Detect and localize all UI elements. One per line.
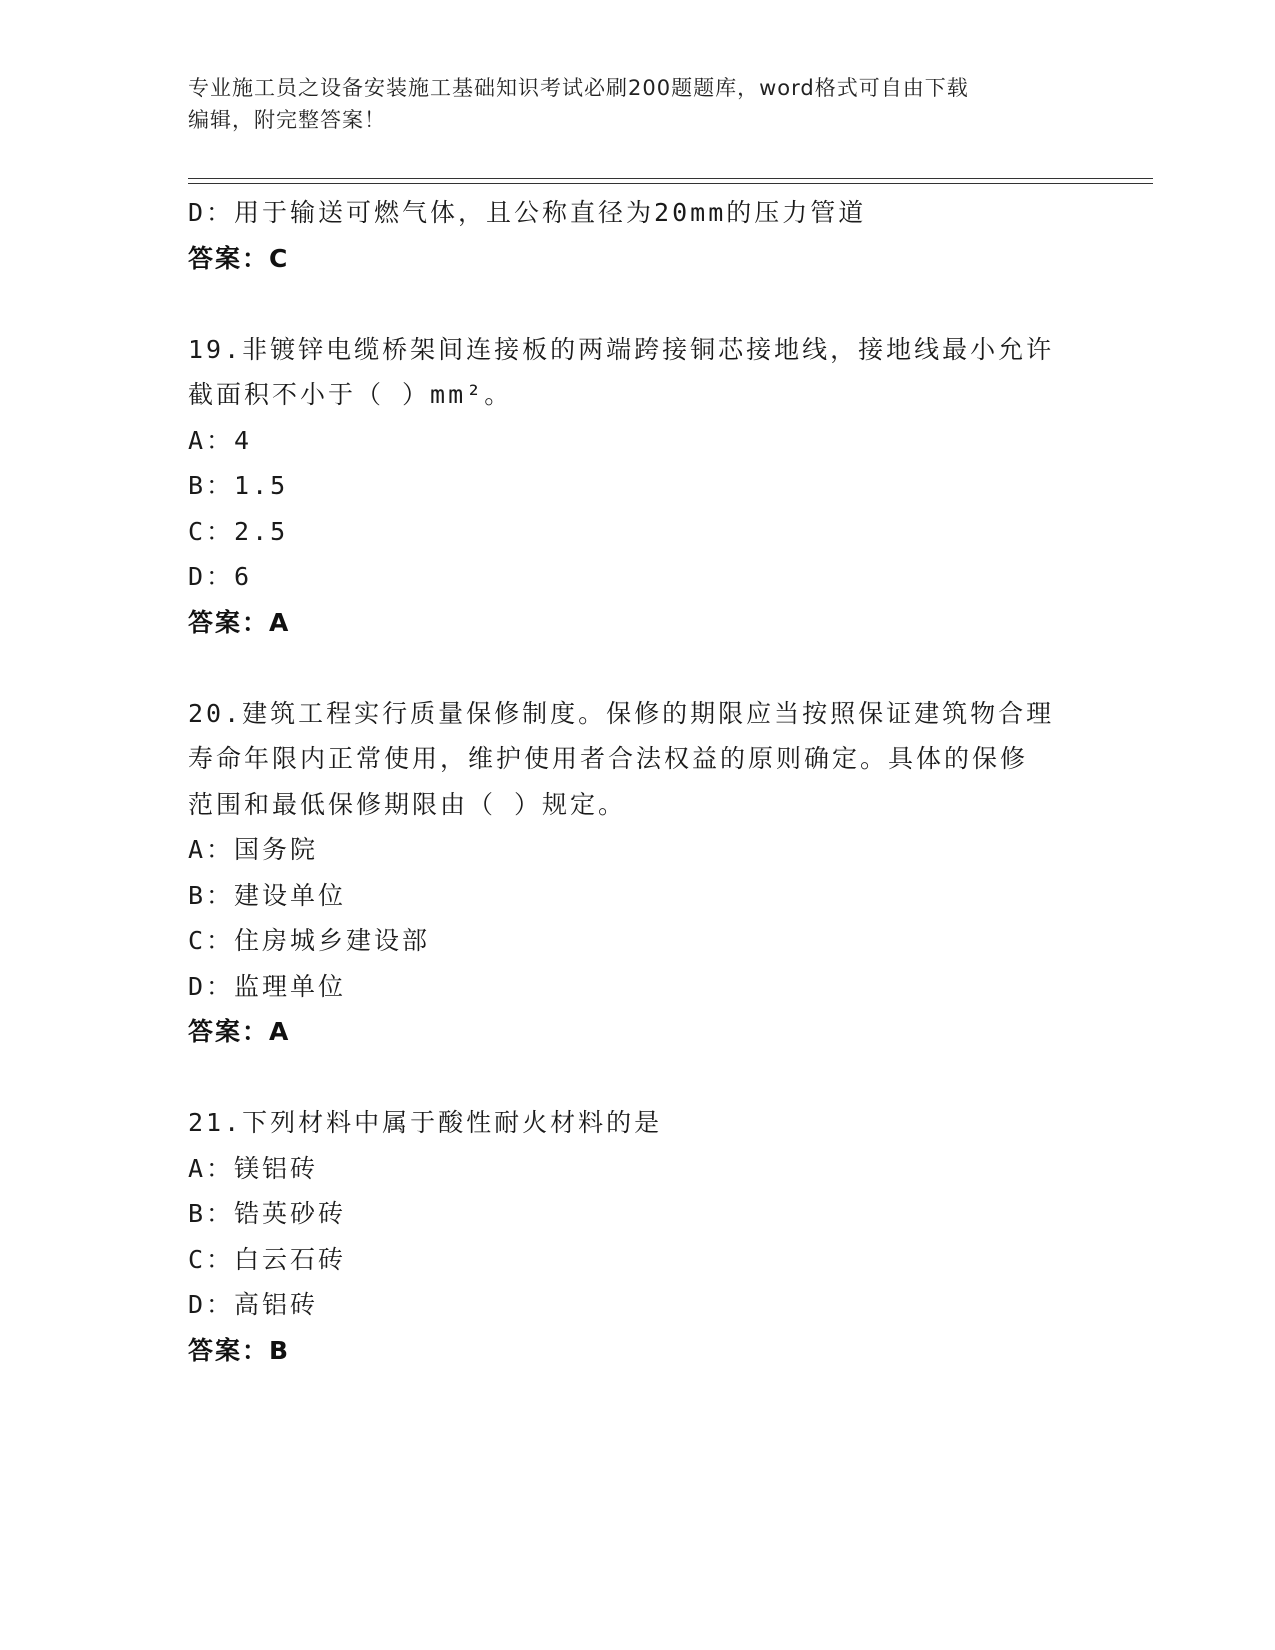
option-b: B：锆英砂砖	[188, 1199, 347, 1228]
spacer	[188, 1055, 1088, 1101]
question-text-line: 寿命年限内正常使用，维护使用者合法权益的原则确定。具体的保修	[188, 744, 1029, 773]
question-text-line: 20.建筑工程实行质量保修制度。保修的期限应当按照保证建筑物合理	[188, 698, 1055, 728]
answer-line: 答案：A	[188, 1017, 291, 1046]
option-c: C：2.5	[188, 516, 289, 546]
header-line-2: 编辑，附完整答案！	[188, 108, 386, 132]
option-d: D：高铝砖	[188, 1290, 319, 1319]
option-c: C：住房城乡建设部	[188, 926, 431, 955]
spacer	[188, 281, 1088, 327]
question-text-line: 19.非镀锌电缆桥架间连接板的两端跨接铜芯接地线，接地线最小允许	[188, 334, 1055, 364]
answer-line: 答案：B	[188, 1335, 291, 1365]
question-21	[188, 1100, 1088, 1373]
option-d: D：监理单位	[188, 971, 347, 1001]
option-d: D：用于输送可燃气体，且公称直径为20mm的压力管道	[188, 198, 867, 227]
question-list	[188, 190, 1088, 1373]
previous-question-tail	[188, 190, 1088, 281]
question-text-line: 21.下列材料中属于酸性耐火材料的是	[188, 1108, 663, 1137]
answer-line: 答案：A	[188, 607, 291, 637]
header-line-1: 专业施工员之设备安装施工基础知识考试必刷200题题库，word格式可自由下载	[188, 76, 969, 100]
question-20	[188, 691, 1088, 1055]
header-divider-top	[188, 178, 1153, 179]
document-header	[188, 72, 1088, 136]
question-text-line: 范围和最低保修期限由（ ）规定。	[188, 789, 627, 819]
option-b: B：1.5	[188, 471, 289, 500]
option-a: A：镁铝砖	[188, 1153, 319, 1183]
option-c: C：白云石砖	[188, 1244, 347, 1274]
option-d: D：6	[188, 562, 253, 591]
option-a: A：4	[188, 425, 253, 455]
question-19	[188, 327, 1088, 646]
question-text-line: 截面积不小于（ ）mm²。	[188, 380, 513, 409]
spacer	[188, 645, 1088, 691]
option-a: A：国务院	[188, 835, 319, 864]
answer-line: 答案：C	[188, 243, 290, 273]
option-b: B：建设单位	[188, 880, 347, 910]
header-divider-bottom	[188, 183, 1153, 184]
